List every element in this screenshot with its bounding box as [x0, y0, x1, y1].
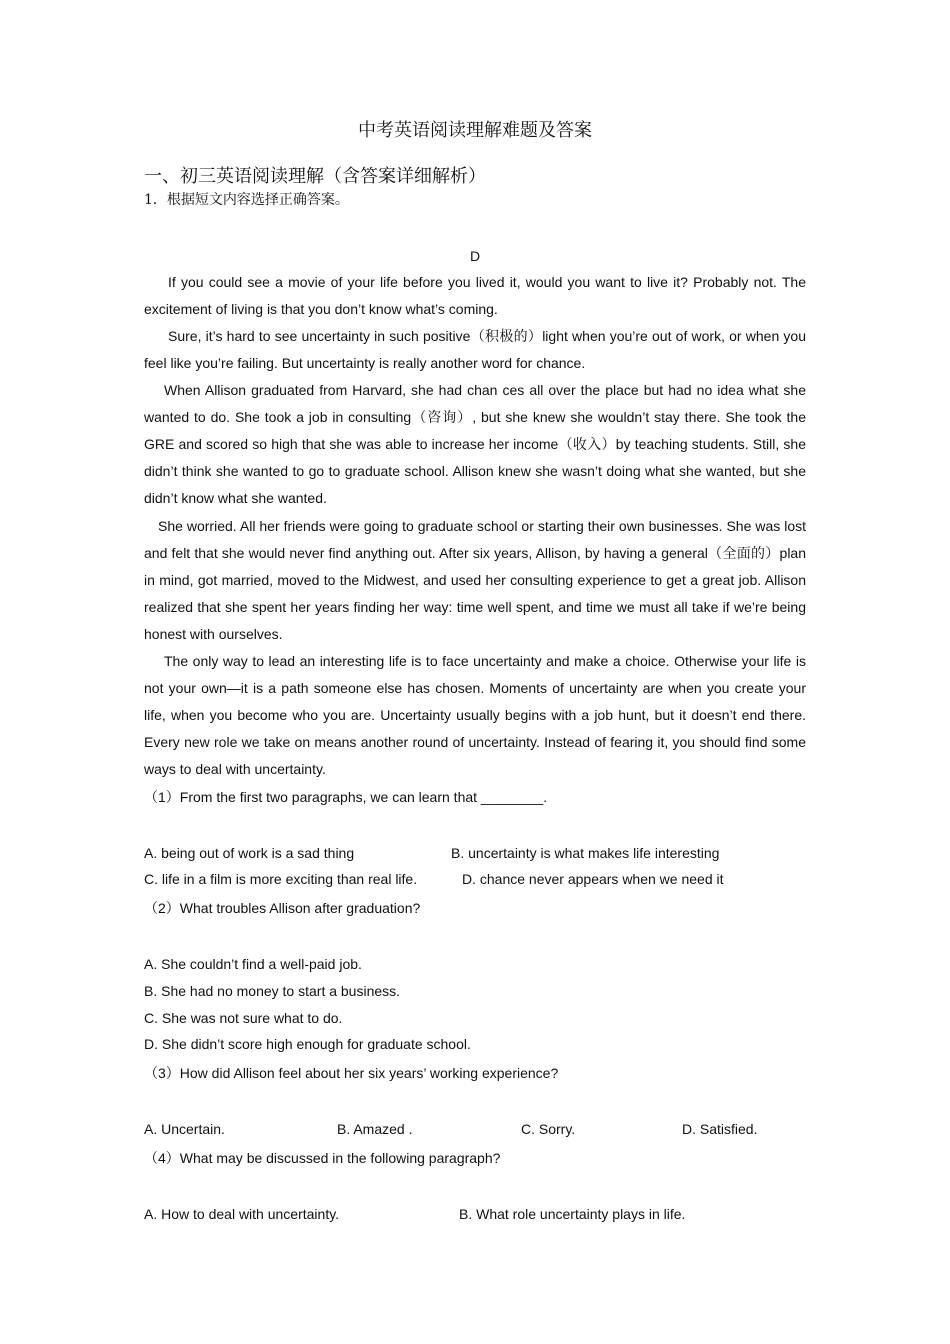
- question-1-stem: （1）From the first two paragraphs, we can learn that ________.: [144, 789, 548, 805]
- q3-option-c: C. Sorry.: [521, 1121, 576, 1137]
- q1-option-a: A. being out of work is a sad thing: [144, 845, 355, 861]
- passage-letter: D: [469, 248, 481, 264]
- instruction-text: 1．根据短文内容选择正确答案。: [144, 192, 349, 208]
- paragraph-2: Sure, it’s hard to see uncertainty in such positive（积极的）light when you’re out of work, or when you feel like you’re failing. But uncertainty is really another word for chance.: [144, 328, 806, 371]
- paragraph-3: When Allison graduated from Harvard, she had chan ces all over the place but had no idea what she wanted to do. She took a job in consulting（咨询）, but she knew she wouldn’t stay there. She took the GRE and scored so high that she was able to increase her income（收入）by teaching students. Still, she didn’t think she wanted to go to graduate school. Allison knew she wasn’t doing what she wanted, but she didn’t know what she wanted.: [144, 382, 806, 506]
- q4-option-b: B. What role uncertainty plays in life.: [459, 1206, 686, 1222]
- question-4-stem: （4）What may be discussed in the following paragraph?: [144, 1150, 501, 1166]
- section-heading: 一、初三英语阅读理解（含答案详细解析）: [144, 166, 486, 187]
- q3-option-b: B. Amazed .: [337, 1121, 413, 1137]
- paragraph-1: If you could see a movie of your life before you lived it, would you want to live it? Probably not. The excitement of living is that you don’t know what’s coming.: [144, 274, 806, 317]
- q1-option-c: C. life in a film is more exciting than real life.: [144, 871, 418, 887]
- question-3-stem: （3）How did Allison feel about her six years’ working experience?: [144, 1065, 559, 1081]
- paragraph-4: She worried. All her friends were going to graduate school or starting their own businesses. She was lost and felt that she would never find anything out. After six years, Allison, by having a general（全面的）plan in mind, got married, moved to the Midwest, and used her consulting experience to get a great job. Allison realized that she spent her years finding her way: time well spent, and time we must all take if we’re being honest with ourselves.: [144, 518, 806, 642]
- q2-option-a: A. She couldn’t find a well-paid job.: [144, 956, 362, 972]
- q3-option-d: D. Satisfied.: [682, 1121, 758, 1137]
- q2-option-d: D. She didn’t score high enough for graduate school.: [144, 1036, 471, 1052]
- q2-option-c: C. She was not sure what to do.: [144, 1010, 343, 1026]
- page-title: 中考英语阅读理解难题及答案: [358, 120, 592, 141]
- q3-option-a: A. Uncertain.: [144, 1121, 225, 1137]
- question-2-stem: （2）What troubles Allison after graduation?: [144, 900, 421, 916]
- q4-option-a: A. How to deal with uncertainty.: [144, 1206, 340, 1222]
- q1-option-b: B. uncertainty is what makes life interesting: [451, 845, 720, 861]
- paragraph-5: The only way to lead an interesting life is to face uncertainty and make a choice. Otherwise your life is not your own—it is a path someone else has chosen. Moments of uncertainty are when you create your life, when you become who you are. Uncertainty usually begins with a job hunt, but it doesn’t end there. Every new role we take on means another round of uncertainty. Instead of fearing it, you should find some ways to deal with uncertainty.: [144, 653, 806, 777]
- q2-option-b: B. She had no money to start a business.: [144, 983, 401, 999]
- q1-option-d: D. chance never appears when we need it: [462, 871, 724, 887]
